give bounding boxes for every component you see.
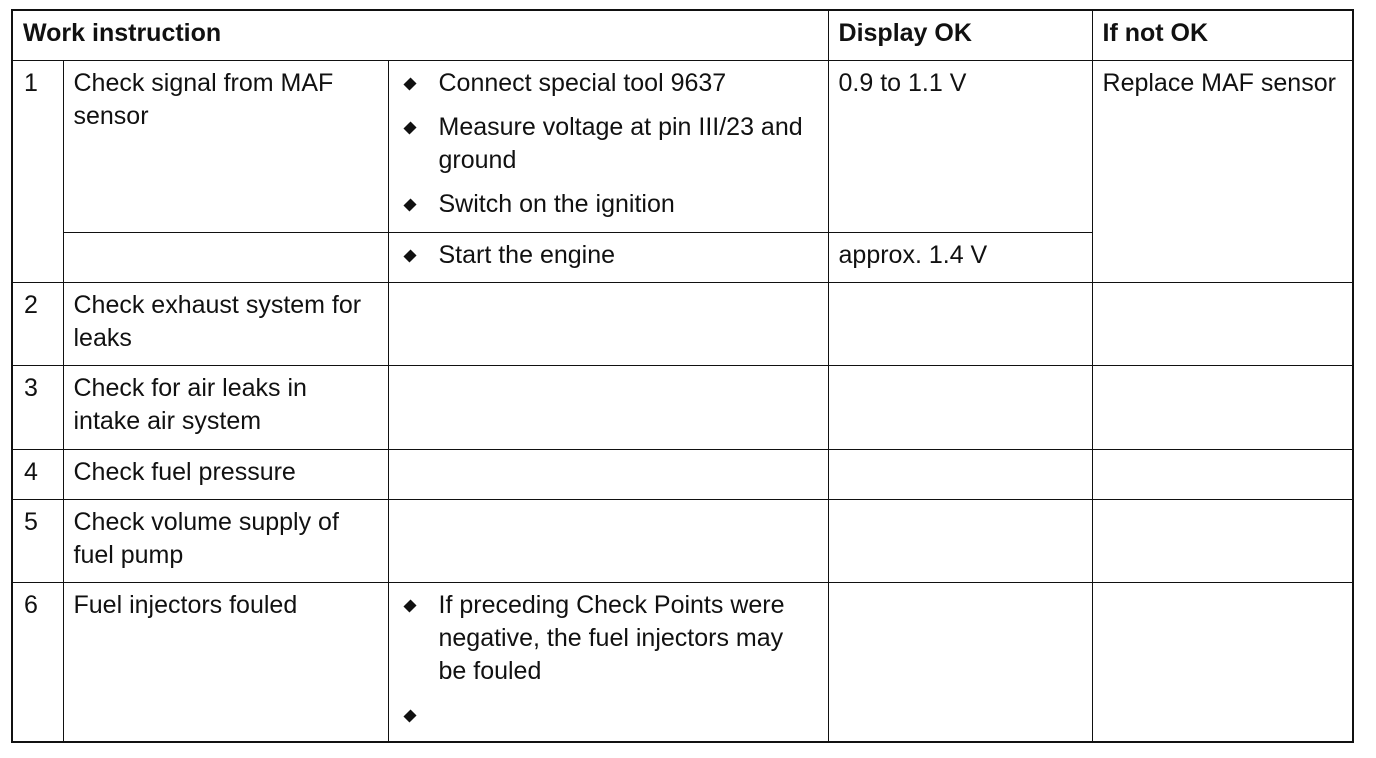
header-display-ok: Display OK <box>828 10 1092 60</box>
steps-list <box>399 67 818 221</box>
step-item <box>399 111 818 177</box>
if-not-ok-action <box>1092 499 1353 582</box>
step-text: If preceding Check Points were negative, the fuel injectors may be fouled <box>438 590 785 685</box>
display-ok-value <box>828 282 1092 365</box>
diamond-bullet-icon <box>403 599 416 612</box>
row-number: 3 <box>12 365 63 449</box>
steps-cell <box>388 499 828 582</box>
table-header-row <box>12 10 1353 60</box>
step-item <box>399 67 818 100</box>
step-text: Connect special tool 9637 <box>438 68 727 97</box>
check-description: Check fuel pressure <box>63 449 388 499</box>
check-description: Check signal from MAF sensor <box>63 60 388 232</box>
steps-cell <box>388 282 828 365</box>
step-text: Switch on the ignition <box>438 189 675 218</box>
if-not-ok-action: Replace MAF sensor <box>1092 60 1353 282</box>
steps-cell <box>388 582 828 742</box>
steps-cell <box>388 232 828 282</box>
check-description: Check for air leaks in intake air system <box>63 365 388 449</box>
step-item <box>399 699 818 732</box>
check-description: Check exhaust system for leaks <box>63 282 388 365</box>
if-not-ok-action <box>1092 365 1353 449</box>
row-number: 2 <box>12 282 63 365</box>
header-work-instruction: Work instruction <box>12 10 828 60</box>
steps-cell <box>388 449 828 499</box>
table-row <box>12 282 1353 365</box>
steps-cell <box>388 60 828 232</box>
display-ok-value <box>828 499 1092 582</box>
display-ok-value <box>828 449 1092 499</box>
steps-list <box>399 239 818 272</box>
table-row <box>12 582 1353 742</box>
check-description: Check volume supply of fuel pump <box>63 499 388 582</box>
if-not-ok-action <box>1092 582 1353 742</box>
display-ok-value: 0.9 to 1.1 V <box>828 60 1092 232</box>
if-not-ok-action <box>1092 449 1353 499</box>
step-item <box>399 239 818 272</box>
step-item <box>399 188 818 221</box>
row-number: 5 <box>12 499 63 582</box>
work-instruction-table <box>11 9 1354 743</box>
work-instruction-page <box>11 9 1354 743</box>
table-row <box>12 60 1353 232</box>
diamond-bullet-icon <box>403 121 416 134</box>
table-row <box>12 365 1353 449</box>
row-number: 1 <box>12 60 63 282</box>
diamond-bullet-icon <box>403 709 416 722</box>
check-description <box>63 232 388 282</box>
step-item <box>399 589 818 688</box>
diamond-bullet-icon <box>403 249 416 262</box>
display-ok-value <box>828 582 1092 742</box>
check-description: Fuel injectors fouled <box>63 582 388 742</box>
step-text: Start the engine <box>438 240 616 269</box>
row-number: 4 <box>12 449 63 499</box>
step-text: Measure voltage at pin III/23 and ground <box>438 112 803 174</box>
header-if-not-ok: If not OK <box>1092 10 1353 60</box>
steps-cell <box>388 365 828 449</box>
steps-list <box>399 589 818 732</box>
display-ok-value <box>828 365 1092 449</box>
diamond-bullet-icon <box>403 198 416 211</box>
row-number: 6 <box>12 582 63 742</box>
diamond-bullet-icon <box>403 77 416 90</box>
table-row <box>12 449 1353 499</box>
display-ok-value: approx. 1.4 V <box>828 232 1092 282</box>
if-not-ok-action <box>1092 282 1353 365</box>
table-row <box>12 499 1353 582</box>
